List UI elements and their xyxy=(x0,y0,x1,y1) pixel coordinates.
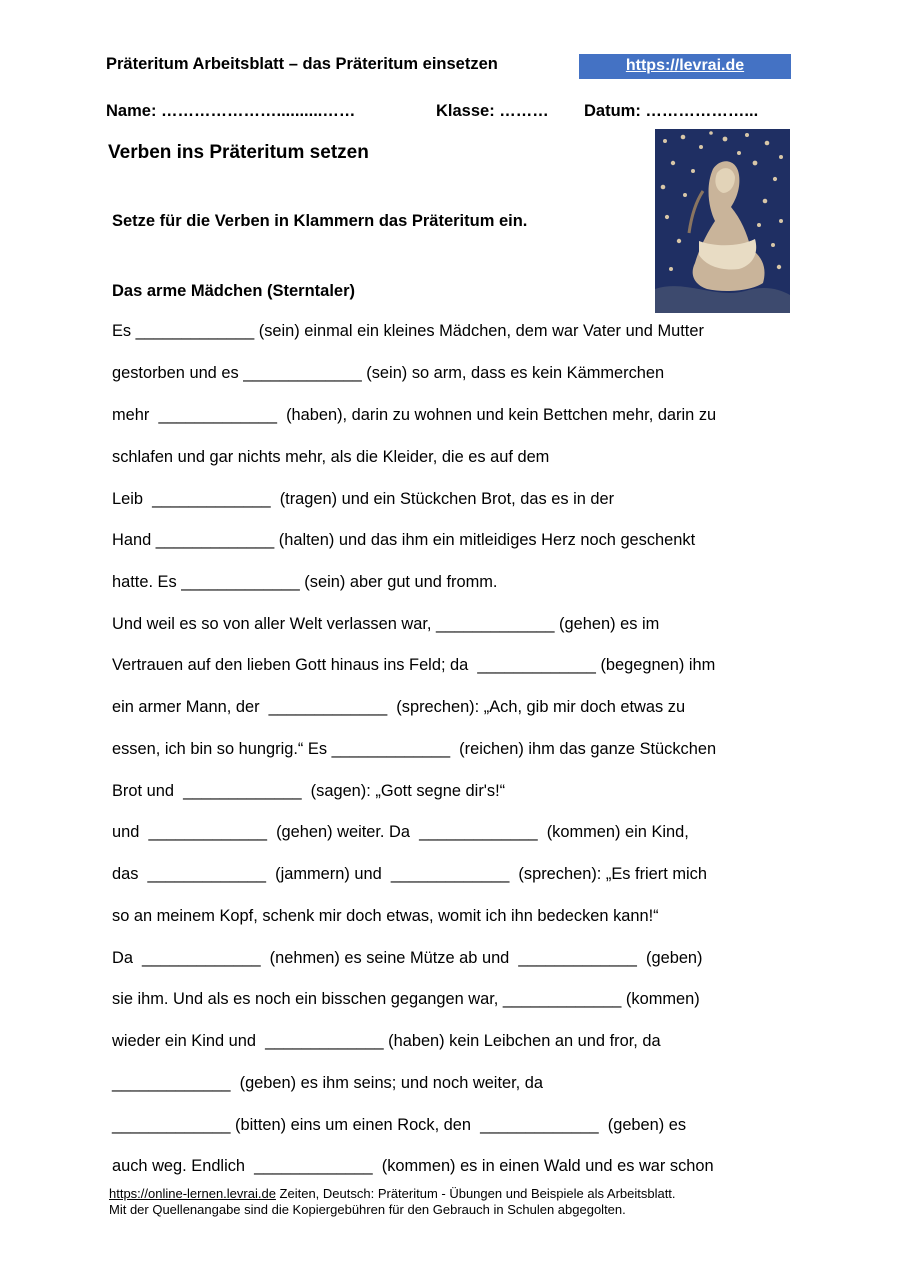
story-line: mehr _____________ (haben), darin zu wohnen und kein Bettchen mehr, darin zu xyxy=(112,406,717,424)
online-lernen-link[interactable]: https://online-lernen.levrai.de xyxy=(109,1186,276,1201)
story-line: so an meinem Kopf, schenk mir doch etwas, womit ich ihn bedecken kann!“ xyxy=(112,907,659,925)
klasse-field: Klasse: ……… xyxy=(436,102,549,120)
story-line: wieder ein Kind und _____________ (haben) kein Leibchen an und fror, da xyxy=(112,1032,661,1050)
footer-line2: Mit der Quellenangabe sind die Kopiergebühren für den Gebrauch in Schulen abgegolten. xyxy=(109,1202,626,1217)
story-line: Leib _____________ (tragen) und ein Stückchen Brot, das es in der xyxy=(112,490,615,508)
name-field: Name: …………………..........…… xyxy=(106,102,356,120)
story-line: gestorben und es _____________ (sein) so arm, dass es kein Kämmerchen xyxy=(112,364,665,382)
story-line: auch weg. Endlich _____________ (kommen) es in einen Wald und es war schon xyxy=(112,1157,714,1175)
instruction-text: Setze für die Verben in Klammern das Präteritum ein. xyxy=(112,212,528,230)
story-line: _____________ (geben) es ihm seins; und noch weiter, da xyxy=(112,1074,544,1092)
story-line: Vertrauen auf den lieben Gott hinaus ins Feld; da _____________ (begegnen) ihm xyxy=(112,656,716,674)
story-title: Das arme Mädchen (Sterntaler) xyxy=(112,282,355,300)
worksheet-title: Präteritum Arbeitsblatt – das Präteritum einsetzen xyxy=(106,55,498,73)
story-line: schlafen und gar nichts mehr, als die Kleider, die es auf dem xyxy=(112,448,550,466)
story-line: das _____________ (jammern) und _____________ (sprechen): „Es friert mich xyxy=(112,865,707,883)
footer-line1: Zeiten, Deutsch: Präteritum - Übungen und Beispiele als Arbeitsblatt. xyxy=(275,1186,676,1201)
story-line: _____________ (bitten) eins um einen Rock, den _____________ (geben) es xyxy=(112,1116,687,1134)
story-line: ein armer Mann, der _____________ (sprechen): „Ach, gib mir doch etwas zu xyxy=(112,698,686,716)
footer xyxy=(109,1186,676,1218)
story-line: essen, ich bin so hungrig.“ Es _____________ (reichen) ihm das ganze Stückchen xyxy=(112,740,717,758)
story-line: Und weil es so von aller Welt verlassen war, _____________ (gehen) es im xyxy=(112,615,660,633)
story-line: sie ihm. Und als es noch ein bisschen gegangen war, _____________ (kommen) xyxy=(112,990,700,1008)
student-form xyxy=(106,102,796,124)
story-line: Hand _____________ (halten) und das ihm ein mitleidiges Herz noch geschenkt xyxy=(112,531,696,549)
story-line: Es _____________ (sein) einmal ein kleines Mädchen, dem war Vater und Mutter xyxy=(112,322,704,340)
datum-field: Datum: ………………... xyxy=(584,102,759,120)
levrai-link[interactable]: https://levrai.de xyxy=(579,54,791,79)
girl-under-falling-stars-illustration xyxy=(655,129,790,313)
section-heading: Verben ins Präteritum setzen xyxy=(108,142,369,163)
story-line: hatte. Es _____________ (sein) aber gut und fromm. xyxy=(112,573,498,591)
story-line: und _____________ (gehen) weiter. Da _____________ (kommen) ein Kind, xyxy=(112,823,689,841)
story-line: Brot und _____________ (sagen): „Gott segne dir's!“ xyxy=(112,782,506,800)
story-line: Da _____________ (nehmen) es seine Mütze ab und _____________ (geben) xyxy=(112,949,703,967)
